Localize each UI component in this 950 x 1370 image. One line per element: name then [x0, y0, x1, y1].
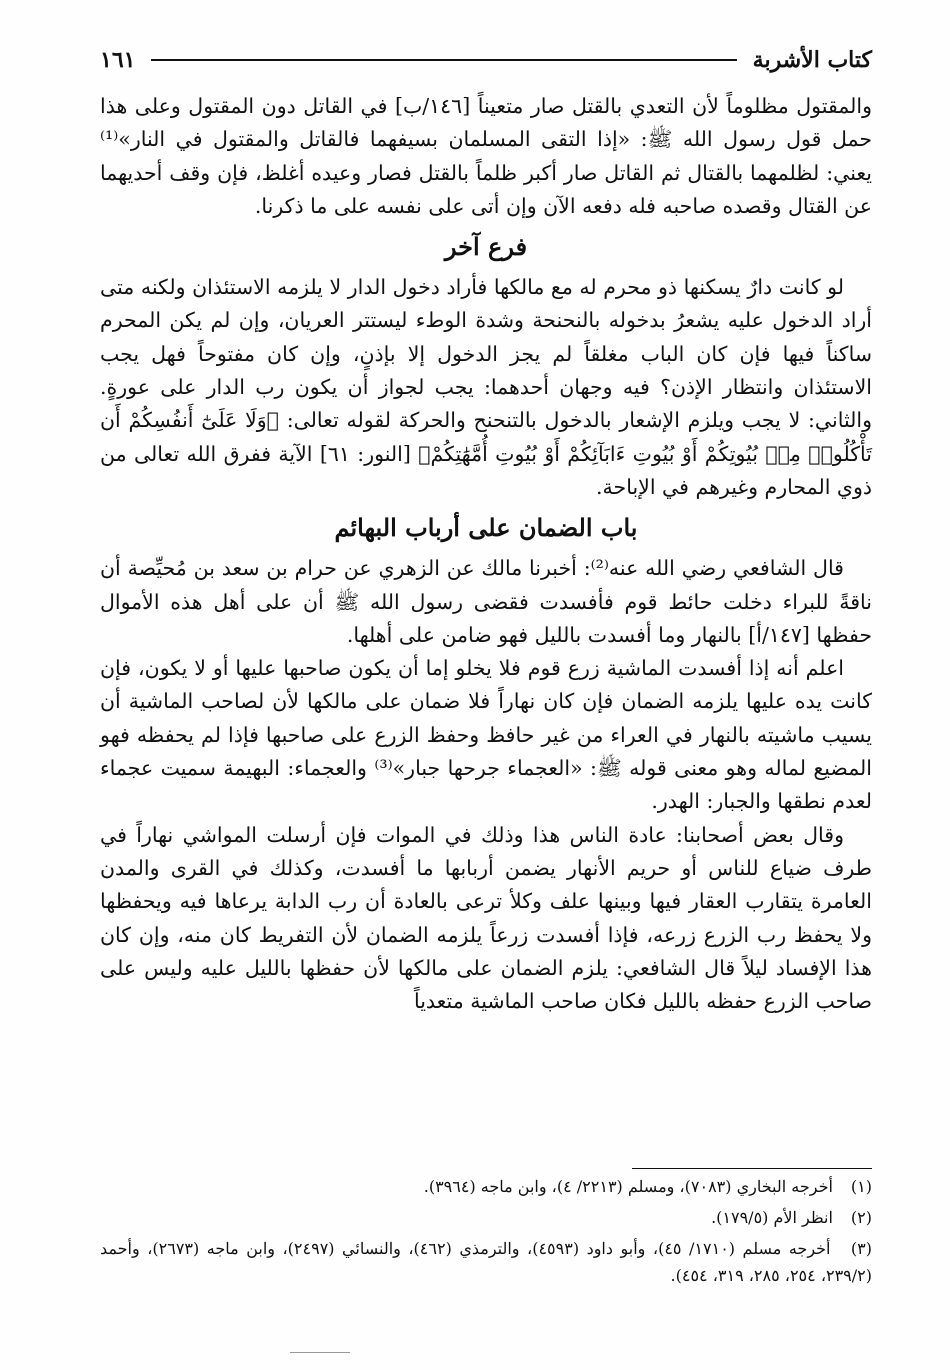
- paragraph-continuation: والمقتول مظلوماً لأن التعدي بالقتل صار متعيناً [١٤٦/ب] في القاتل دون المقتول وعلى هذا حمل قول رسول الله ﷺ: «إذا التقى المسلمان بسيفهما فالقاتل والمقتول في النار»⁽¹⁾ يعني: لظلمهما بالقتال ثم القاتل صار أكبر ظلماً بالقتل فصار وعيده أغلظ، فإن وقف أحديهما عن القتال وقصده صاحبه فله دفعه الآن وإن أتى على نفسه على ما ذكرنا.: [100, 94, 873, 218]
- footnotes: [100, 1168, 872, 1289]
- footnote: [100, 1173, 872, 1200]
- footnote: [100, 1204, 872, 1231]
- footnote-text: انظر الأم (١٧٩/٥).: [711, 1208, 833, 1227]
- footnote-rule: [632, 1168, 872, 1169]
- header-rule: [151, 59, 736, 61]
- running-head: [100, 40, 872, 80]
- footnote-text: أخرجه البخاري (٧٠٨٣)، ومسلم (٢٢١٣/ ٤)، وابن ماجه (٣٩٦٤).: [423, 1177, 833, 1196]
- footnote-number: (٣): [850, 1239, 873, 1258]
- footnote-number: (٢): [850, 1208, 872, 1227]
- paragraph: قال الشافعي رضي الله عنه⁽²⁾: أخبرنا مالك عن الزهري عن حرام بن سعد بن مُحيِّصة أن ناقةً للبراء دخلت حائط قوم فأفسدت فقضى رسول الله ﷺ أن على أهل هذه الأموال حفظها [١٤٧/أ] بالنهار وما أفسدت بالليل فهو ضامن على أهلها.: [100, 556, 872, 647]
- chapter-heading: باب الضمان على أرباب البهائم: [334, 513, 638, 543]
- page-number: ١٦١: [100, 47, 136, 73]
- scan-mark: [290, 1352, 350, 1353]
- paragraph: وقال بعض أصحابنا: عادة الناس هذا وذلك في الموات فإن أرسلت المواشي نهاراً في طرف ضياع للناس أو حريم الأنهار يضمن أربابها ما أفسدت، وكذلك في القرى والمدن العامرة يتقارب العقار فيها وبينها علف وكلأ ترعى بالعادة أن رب الدابة يرعاها فيه ويحفظها ولا يحفظ رب الزرع زرعه، فإذا أفسدت زرعاً يلزمه الضمان لأن التفريط كان منه، وإن كان هذا الإفساد ليلاً قال الشافعي: يلزم الضمان على مالكها لأن حفظها بالليل عليه وليس على صاحب الزرع حفظه بالليل فكان صاحب الماشية متعدياً: [100, 822, 872, 1014]
- running-head-title: كتاب الأشربة: [752, 47, 872, 73]
- footnote: [100, 1235, 872, 1289]
- section-heading: فرع آخر: [444, 232, 528, 262]
- paragraph: لو كانت دارٌ يسكنها ذو محرم له مع مالكها فأراد دخول الدار لا يلزمه الاستئذان ولكنه متى أراد الدخول عليه يشعرُ بدخوله بالنحنحة وشدة الوطء ليستتر العريان، وإن لم يكن المحرم ساكناً فيها فإن كان الباب مغلقاً لم يجز الدخول إلا بإذنٍ، وإن كان مفتوحاً فهل يجب الاستئذان وانتظار الإذن؟ فيه وجهان أحدهما: يجب لجواز أن يكون رب الدار على عورةٍ. والثاني: لا يجب ويلزم الإشعار بالدخول بالتنحنح والحركة لقوله تعالى: ﴿وَلَا عَلَىٰٓ أَنفُسِكُمْ أَن تَأْكُلُوا۟ مِنۢ بُيُوتِكُمْ أَوْ بُيُوتِ ءَابَآئِكُمْ أَوْ بُيُوتِ أُمَّهَٰتِكُمْ﴾ [النور: ٦١] الآية ففرق الله تعالى من ذوي المحارم وغيرهم في الإباحة.: [100, 275, 872, 499]
- paragraph: اعلم أنه إذا أفسدت الماشية زرع قوم فلا يخلو إما أن يكون صاحبها عليها أو لا يكون، فإن كانت يده عليها يلزمه الضمان فإن كان نهاراً فلا ضمان على مالكها لأن لصاحب الماشية أن يسيب ماشيته بالنهار في العراء من غير حافظ وحفظ الزرع على صاحبها فإذا لم يحفظه فهو المضيع لماله وهو معنى قوله ﷺ: «العجماء جرحها جبار»⁽³⁾ والعجماء: البهيمة سميت عجماء لعدم نطقها والجبار: الهدر.: [100, 656, 872, 814]
- page: [100, 40, 872, 1018]
- footnote-number: (١): [850, 1177, 872, 1196]
- footnote-text: أخرجه مسلم (١٧١٠/ ٤٥)، وأبو داود (٤٥٩٣)، والترمذي (٤٦٢)، والنسائي (٢٤٩٧)، وابن ماجه (٢٦٧٣)، وأحمد (٢٣٩/٢، ٢٥٤، ٢٨٥، ٣١٩، ٤٥٤).: [100, 1239, 872, 1285]
- body-text: [100, 90, 872, 1018]
